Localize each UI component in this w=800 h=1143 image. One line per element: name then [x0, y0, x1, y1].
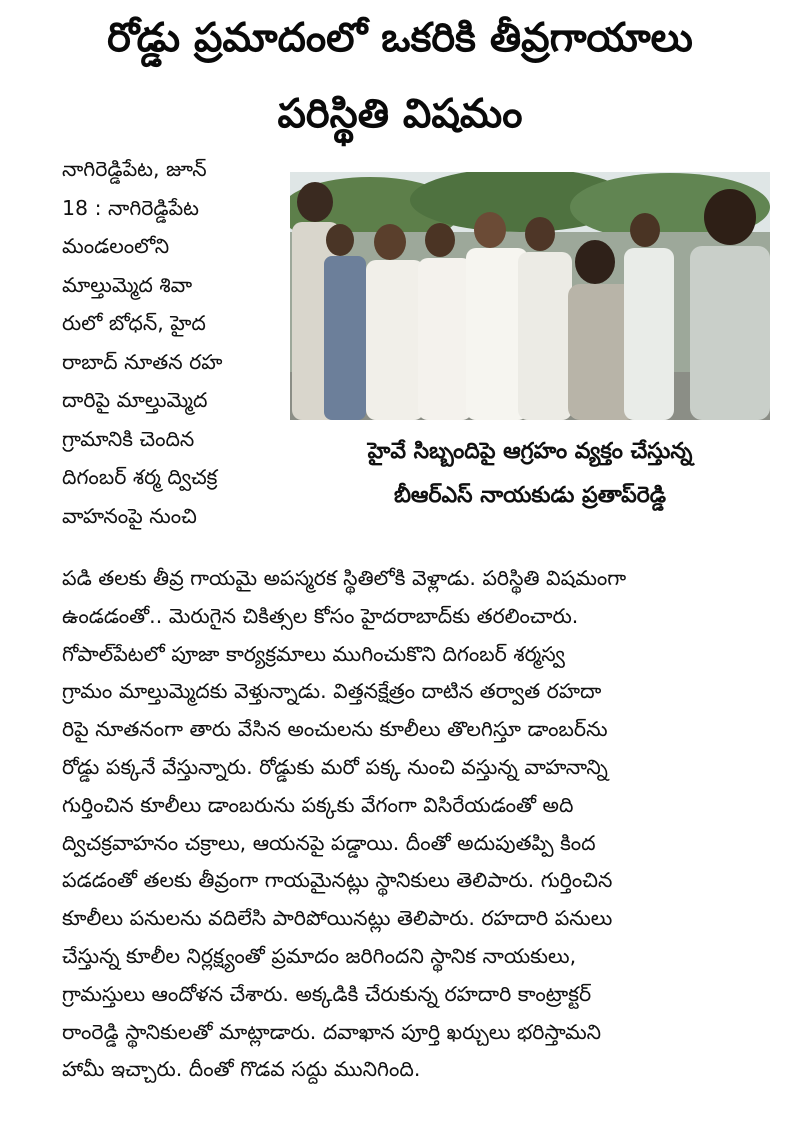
left-column-line: మండలంలోని [62, 234, 170, 258]
body-line: గ్రామస్తులు ఆందోళన చేశారు. అక్కడికి చేరుకున్న రహదారి కాంట్రాక్టర్ [62, 981, 592, 1006]
left-column-line: నాగిరెడ్డిపేట, జూన్ [62, 157, 207, 181]
body-line: గ్రామం మాల్తుమ్మెదకు వెళ్తున్నాడు. విత్తనక్షేత్రం దాటిన తర్వాత రహదా [62, 679, 602, 704]
body-line: గుర్తించిన కూలీలు డాంబరును పక్కకు వేగంగా విసిరేయడంతో అది [62, 792, 574, 817]
left-column-line: 18 : నాగిరెడ్డిపేట [62, 195, 200, 220]
left-column-line: మాల్తుమ్మెద శివా [62, 272, 193, 297]
body-line: ద్విచక్రవాహనం చక్రాలు, ఆయనపై పడ్డాయి. దీంతో అదుపుతప్పి కింద [62, 830, 596, 855]
body-line: గోపాల్‌పేటలో పూజా కార్యక్రమాలు ముగించుకొని దిగంబర్ శర్మస్వ [62, 641, 565, 666]
left-column-text [62, 150, 274, 535]
photo-caption-line-2: బీఆర్ఎస్ నాయకుడు ప్రతాప్‌రెడ్డి [393, 483, 667, 508]
left-column-line: దిగంబర్ శర్మ ద్విచక్ర [62, 465, 218, 489]
photo-caption-line-1: హైవే సిబ్బందిపై ఆగ్రహం వ్యక్తం చేస్తున్న [367, 439, 693, 464]
body-line: పడి తలకు తీవ్ర గాయమై అపస్మరక స్థితిలోకి వెళ్లాడు. పరిస్థితి విషమంగా [62, 566, 627, 590]
body-line: రాంరెడ్డి స్థానికులతో మాట్లాడారు. దవాఖాన పూర్తి ఖర్చులు భరిస్తామని [62, 1019, 602, 1044]
left-column-line: రాబాద్ నూతన రహ [62, 349, 223, 374]
body-line: చేస్తున్న కూలీల నిర్లక్ష్యంతో ప్రమాదం జరిగిందని స్థానిక నాయకులు, [62, 943, 577, 968]
body-line: రోడ్డు పక్కనే వేస్తున్నారు. రోడ్డుకు మరో పక్క నుంచి వస్తున్న వాహనాన్ని [62, 754, 608, 779]
body-line: ఉండడంతో.. మెరుగైన చికిత్సల కోసం హైదరాబాద్‌కు తరలించారు. [62, 603, 579, 628]
body-line: పడడంతో తలకు తీవ్రంగా గాయమైనట్లు స్థానికులు తెలిపారు. గుర్తించిన [62, 868, 613, 893]
body-line: కూలీలు పనులను వదిలేసి పారిపోయినట్లు తెలిపారు. రహదారి పనులు [62, 906, 613, 931]
news-photo [290, 172, 770, 420]
body-line: హామీ ఇచ్చారు. దీంతో గొడవ సద్దు మునిగింది. [62, 1057, 421, 1082]
headline-line-1: రోడ్డు ప్రమాదంలో ఒకరికి తీవ్రగాయాలు [107, 15, 693, 61]
left-column-line: రులో బోధన్, హైద [62, 311, 206, 335]
left-column-line: దారిపై మాల్తుమ్మెద [62, 388, 208, 412]
body-line: రిపై నూతనంగా తారు వేసిన అంచులను కూలీలు తొలగిస్తూ డాంబర్‌ను [62, 717, 608, 742]
article-body [62, 560, 774, 1089]
left-column-line: వాహనంపై నుంచి [62, 503, 197, 528]
left-column-line: గ్రామానికి చెందిన [62, 426, 195, 451]
headline-line-2: పరిస్థితి విషమం [277, 91, 523, 137]
